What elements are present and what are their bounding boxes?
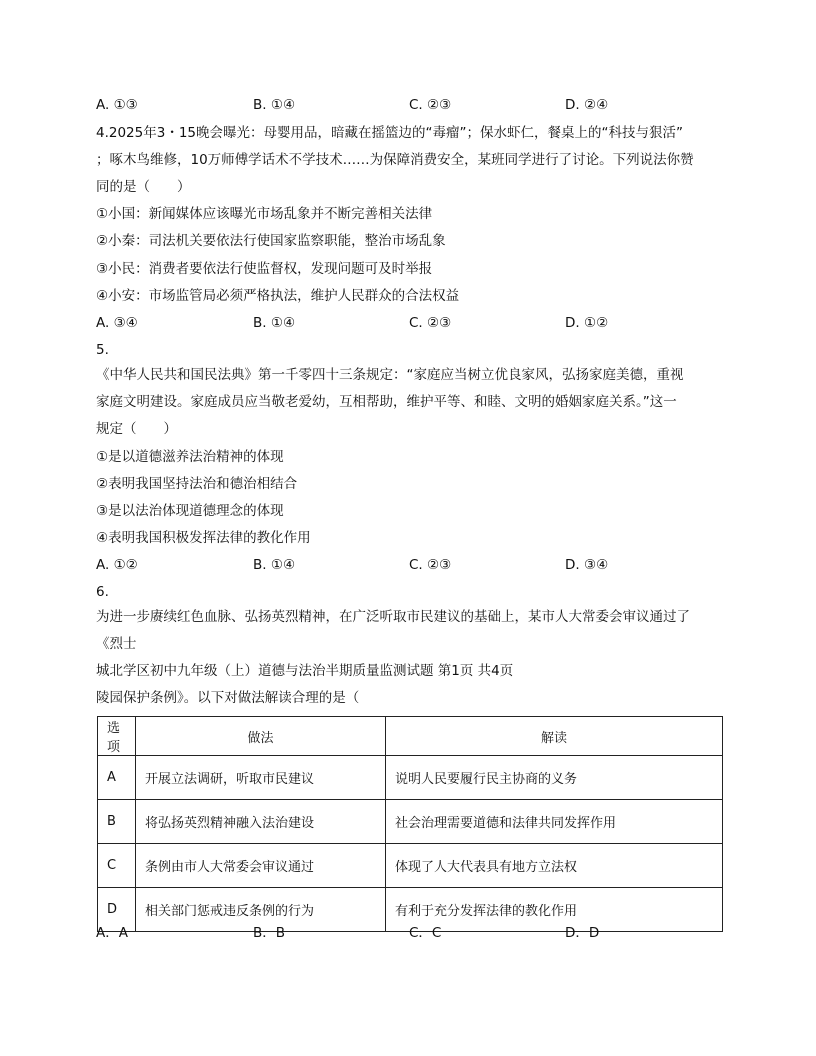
q4-options xyxy=(96,314,656,332)
q5-statement: ①是以道德滋养法治精神的体现 xyxy=(96,449,284,465)
q5-stem-line: 规定（ ） xyxy=(96,421,177,437)
q4-stem-line: 4.2025年3・15晚会曝光：母婴用品，暗藏在摇篮边的“毒瘤”；保水虾仁，餐桌上的“科技与狠活” xyxy=(96,125,683,141)
table-cell: 开展立法调研，听取市民建议 xyxy=(136,756,386,800)
q4-statement: ①小国：新闻媒体应该曝光市场乱象并不断完善相关法律 xyxy=(96,206,433,222)
table-cell: 说明人民要履行民主协商的义务 xyxy=(386,756,723,800)
q5-statement: ②表明我国坚持法治和德治相结合 xyxy=(96,476,298,492)
q5-option-d: D. ③④ xyxy=(565,557,609,573)
q4-option-c: C. ②③ xyxy=(409,315,452,331)
q6-stem-line: 为进一步赓续红色血脉、弘扬英烈精神，在广泛听取市民建议的基础上，某市人大常委会审议通过了 xyxy=(96,609,690,625)
table-row xyxy=(98,844,723,888)
q6-options xyxy=(96,924,656,942)
q4-option-d: D. ①② xyxy=(565,315,609,331)
q6-stem-line: 《烈士 xyxy=(96,636,137,652)
q4-option-a: A. ③④ xyxy=(96,315,138,331)
table-cell: 相关部门惩戒违反条例的行为 xyxy=(136,888,386,932)
q6-option-b: B．B xyxy=(253,925,286,941)
table-row xyxy=(98,800,723,844)
table-cell: B xyxy=(98,800,136,844)
q6-options-table xyxy=(97,716,723,932)
q3-option-c: C. ②③ xyxy=(409,97,452,113)
table-cell: 体现了人大代表具有地方立法权 xyxy=(386,844,723,888)
table-cell: D xyxy=(98,888,136,932)
q3-option-d: D. ②④ xyxy=(565,97,609,113)
q4-statement: ②小秦：司法机关要依法行使国家监察职能，整治市场乱象 xyxy=(96,233,446,249)
q5-options xyxy=(96,556,656,574)
q5-stem-line: 家庭文明建设。家庭成员应当敬老爱幼，互相帮助，维护平等、和睦、文明的婚姻家庭关系。”这一 xyxy=(96,394,677,410)
q6-number: 6. xyxy=(96,584,109,600)
table-header: 解读 xyxy=(386,717,723,756)
table-header: 选项 xyxy=(98,717,136,756)
q3-option-b: B. ①④ xyxy=(253,97,296,113)
table-row xyxy=(98,756,723,800)
q6-option-d: D．D xyxy=(565,925,600,941)
q5-option-c: C. ②③ xyxy=(409,557,452,573)
q5-statement: ④表明我国积极发挥法律的教化作用 xyxy=(96,530,311,546)
q3-option-a: A. ①③ xyxy=(96,97,138,113)
q4-stem-line: ；啄木鸟维修，10万师傅学话术不学技术……为保障消费安全，某班同学进行了讨论。下列说法你赞 xyxy=(96,152,694,168)
q5-stem-line: 《中华人民共和国民法典》第一千零四十三条规定：“家庭应当树立优良家风，弘扬家庭美德，重视 xyxy=(96,367,684,383)
table-cell: A xyxy=(98,756,136,800)
q5-option-b: B. ①④ xyxy=(253,557,296,573)
q6-option-a: A．A xyxy=(96,925,128,941)
table-cell: 有利于充分发挥法律的教化作用 xyxy=(386,888,723,932)
q5-option-a: A. ①② xyxy=(96,557,138,573)
q6-option-c: C．C xyxy=(409,925,442,941)
q6-stem-line: 陵园保护条例》。以下对做法解读合理的是（ xyxy=(96,690,360,706)
table-header: 做法 xyxy=(136,717,386,756)
q4-option-b: B. ①④ xyxy=(253,315,296,331)
table-cell: 条例由市人大常委会审议通过 xyxy=(136,844,386,888)
q3-options xyxy=(96,96,656,114)
q5-statement: ③是以法治体现道德理念的体现 xyxy=(96,503,284,519)
page-footer: 城北学区初中九年级（上）道德与法治半期质量监测试题 第1页 共4页 xyxy=(96,663,514,679)
table-cell: C xyxy=(98,844,136,888)
q4-statement: ④小安：市场监管局必须严格执法，维护人民群众的合法权益 xyxy=(96,288,460,304)
table-cell: 社会治理需要道德和法律共同发挥作用 xyxy=(386,800,723,844)
q5-number: 5. xyxy=(96,342,109,358)
q4-stem-line: 同的是（ ） xyxy=(96,179,191,195)
table-header-row xyxy=(98,717,723,756)
q4-statement: ③小民：消费者要依法行使监督权，发现问题可及时举报 xyxy=(96,261,433,277)
table-cell: 将弘扬英烈精神融入法治建设 xyxy=(136,800,386,844)
